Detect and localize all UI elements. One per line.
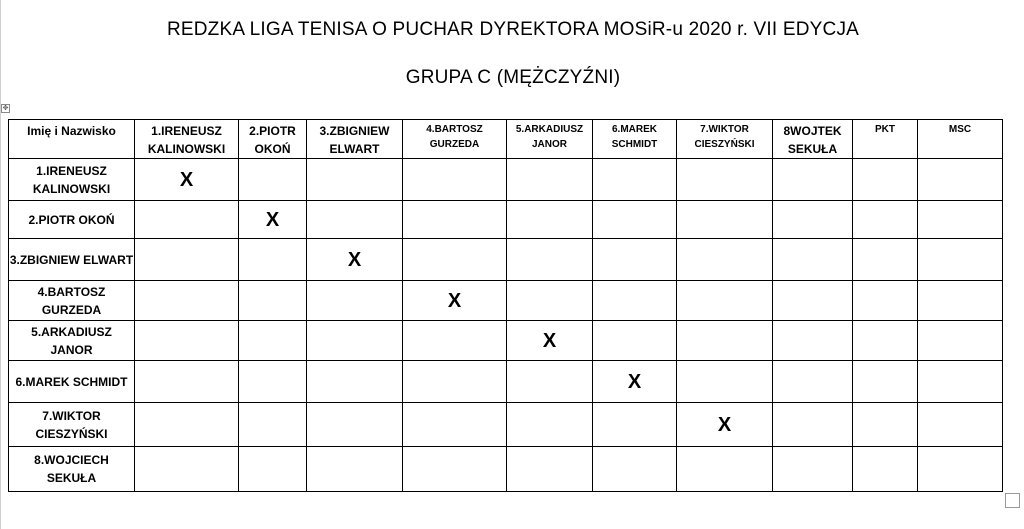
header-cell-place: MSC: [918, 120, 1003, 159]
result-cell[interactable]: [593, 447, 677, 492]
player-name-cell: 6.MAREK SCHMIDT: [9, 361, 135, 403]
table-row: [9, 403, 1003, 447]
result-cell[interactable]: [307, 403, 403, 447]
header-cell-name: Imię i Nazwisko: [9, 120, 135, 159]
result-cell[interactable]: [773, 239, 853, 281]
result-cell[interactable]: [853, 321, 918, 361]
self-match-x-cell[interactable]: X: [307, 239, 403, 281]
result-cell[interactable]: [403, 201, 507, 239]
result-cell[interactable]: [307, 201, 403, 239]
result-cell[interactable]: [135, 239, 239, 281]
player-name-cell: 5.ARKADIUSZ JANOR: [9, 321, 135, 361]
results-table: [8, 119, 1003, 492]
result-cell[interactable]: [307, 321, 403, 361]
result-cell[interactable]: [239, 403, 307, 447]
header-cell-player-7: 7.WIKTOR CIESZYŃSKI: [677, 120, 773, 159]
player-name-cell: 2.PIOTR OKOŃ: [9, 201, 135, 239]
header-cell-player-5: 5.ARKADIUSZ JANOR: [507, 120, 593, 159]
player-name-cell: 7.WIKTOR CIESZYŃSKI: [9, 403, 135, 447]
result-cell[interactable]: [677, 361, 773, 403]
header-cell-player-6: 6.MAREK SCHMIDT: [593, 120, 677, 159]
group-title: GRUPA C (MĘŻCZYŹNI): [405, 67, 621, 88]
result-cell[interactable]: [403, 361, 507, 403]
result-cell[interactable]: [135, 281, 239, 321]
self-match-x-cell[interactable]: X: [135, 159, 239, 201]
result-cell[interactable]: [403, 321, 507, 361]
result-cell[interactable]: [773, 201, 853, 239]
result-cell[interactable]: [677, 201, 773, 239]
result-cell[interactable]: [507, 239, 593, 281]
result-cell[interactable]: [239, 447, 307, 492]
result-cell[interactable]: [403, 447, 507, 492]
table-body: [9, 159, 1003, 492]
result-cell[interactable]: [918, 201, 1003, 239]
result-cell[interactable]: [593, 403, 677, 447]
result-cell[interactable]: [677, 239, 773, 281]
result-cell[interactable]: [773, 447, 853, 492]
header-cell-player-3: 3.ZBIGNIEW ELWART: [307, 120, 403, 159]
result-cell[interactable]: [403, 159, 507, 201]
result-cell[interactable]: [853, 239, 918, 281]
result-cell[interactable]: [677, 159, 773, 201]
table-row: [9, 321, 1003, 361]
result-cell[interactable]: [918, 361, 1003, 403]
result-cell[interactable]: [918, 321, 1003, 361]
table-row: [9, 281, 1003, 321]
result-cell[interactable]: [507, 361, 593, 403]
result-cell[interactable]: [135, 403, 239, 447]
table-row: [9, 159, 1003, 201]
player-name-cell: 1.IRENEUSZ KALINOWSKI: [9, 159, 135, 201]
table-row: [9, 447, 1003, 492]
result-cell[interactable]: [239, 159, 307, 201]
result-cell[interactable]: [918, 403, 1003, 447]
result-cell[interactable]: [918, 159, 1003, 201]
result-cell[interactable]: [593, 159, 677, 201]
result-cell[interactable]: [135, 321, 239, 361]
result-cell[interactable]: [307, 159, 403, 201]
result-cell[interactable]: [507, 403, 593, 447]
table-move-handle-icon[interactable]: ✥: [2, 105, 9, 112]
result-cell[interactable]: [135, 447, 239, 492]
table-row: [9, 201, 1003, 239]
header-row: [9, 120, 1003, 159]
result-cell[interactable]: [918, 281, 1003, 321]
player-name-cell: 4.BARTOSZ GURZEDA: [9, 281, 135, 321]
header-cell-points: PKT: [853, 120, 918, 159]
result-cell[interactable]: [853, 447, 918, 492]
result-cell[interactable]: [507, 201, 593, 239]
result-cell[interactable]: [403, 239, 507, 281]
header-cell-player-2: 2.PIOTR OKOŃ: [239, 120, 307, 159]
result-cell[interactable]: [677, 447, 773, 492]
result-cell[interactable]: [853, 201, 918, 239]
result-cell[interactable]: [853, 281, 918, 321]
result-cell[interactable]: [853, 403, 918, 447]
result-cell[interactable]: [239, 361, 307, 403]
result-cell[interactable]: [853, 361, 918, 403]
table-row: [9, 361, 1003, 403]
result-cell[interactable]: [853, 159, 918, 201]
result-cell[interactable]: [677, 281, 773, 321]
header-cell-player-8: 8WOJTEK SEKUŁA: [773, 120, 853, 159]
result-cell[interactable]: [307, 447, 403, 492]
result-cell[interactable]: [507, 159, 593, 201]
table-row: [9, 239, 1003, 281]
self-match-x-cell[interactable]: X: [239, 201, 307, 239]
result-cell[interactable]: [773, 159, 853, 201]
result-cell[interactable]: [593, 281, 677, 321]
result-cell[interactable]: [507, 281, 593, 321]
self-match-x-cell[interactable]: X: [403, 281, 507, 321]
result-cell[interactable]: [307, 281, 403, 321]
result-cell[interactable]: [135, 361, 239, 403]
result-cell[interactable]: [239, 321, 307, 361]
result-cell[interactable]: [593, 239, 677, 281]
self-match-x-cell[interactable]: X: [593, 361, 677, 403]
player-name-cell: 8.WOJCIECH SEKUŁA: [9, 447, 135, 492]
result-cell[interactable]: [593, 201, 677, 239]
result-cell[interactable]: [918, 239, 1003, 281]
table-resize-handle[interactable]: [1005, 493, 1020, 508]
result-cell[interactable]: [307, 361, 403, 403]
result-cell[interactable]: [593, 321, 677, 361]
document-title: REDZKA LIGA TENISA O PUCHAR DYREKTORA MOSiR-u 2020 r. VII EDYCJA: [166, 19, 860, 40]
self-match-x-cell[interactable]: X: [677, 403, 773, 447]
player-name-cell: 3.ZBIGNIEW ELWART: [9, 239, 135, 281]
header-cell-player-1: 1.IRENEUSZ KALINOWSKI: [135, 120, 239, 159]
result-cell[interactable]: [918, 447, 1003, 492]
result-cell[interactable]: [239, 281, 307, 321]
result-cell[interactable]: [773, 281, 853, 321]
result-cell[interactable]: [507, 447, 593, 492]
result-cell[interactable]: [403, 403, 507, 447]
self-match-x-cell[interactable]: X: [507, 321, 593, 361]
result-cell[interactable]: [773, 403, 853, 447]
result-cell[interactable]: [773, 321, 853, 361]
result-cell[interactable]: [135, 201, 239, 239]
result-cell[interactable]: [773, 361, 853, 403]
result-cell[interactable]: [677, 321, 773, 361]
result-cell[interactable]: [239, 239, 307, 281]
header-cell-player-4: 4.BARTOSZ GURZEDA: [403, 120, 507, 159]
